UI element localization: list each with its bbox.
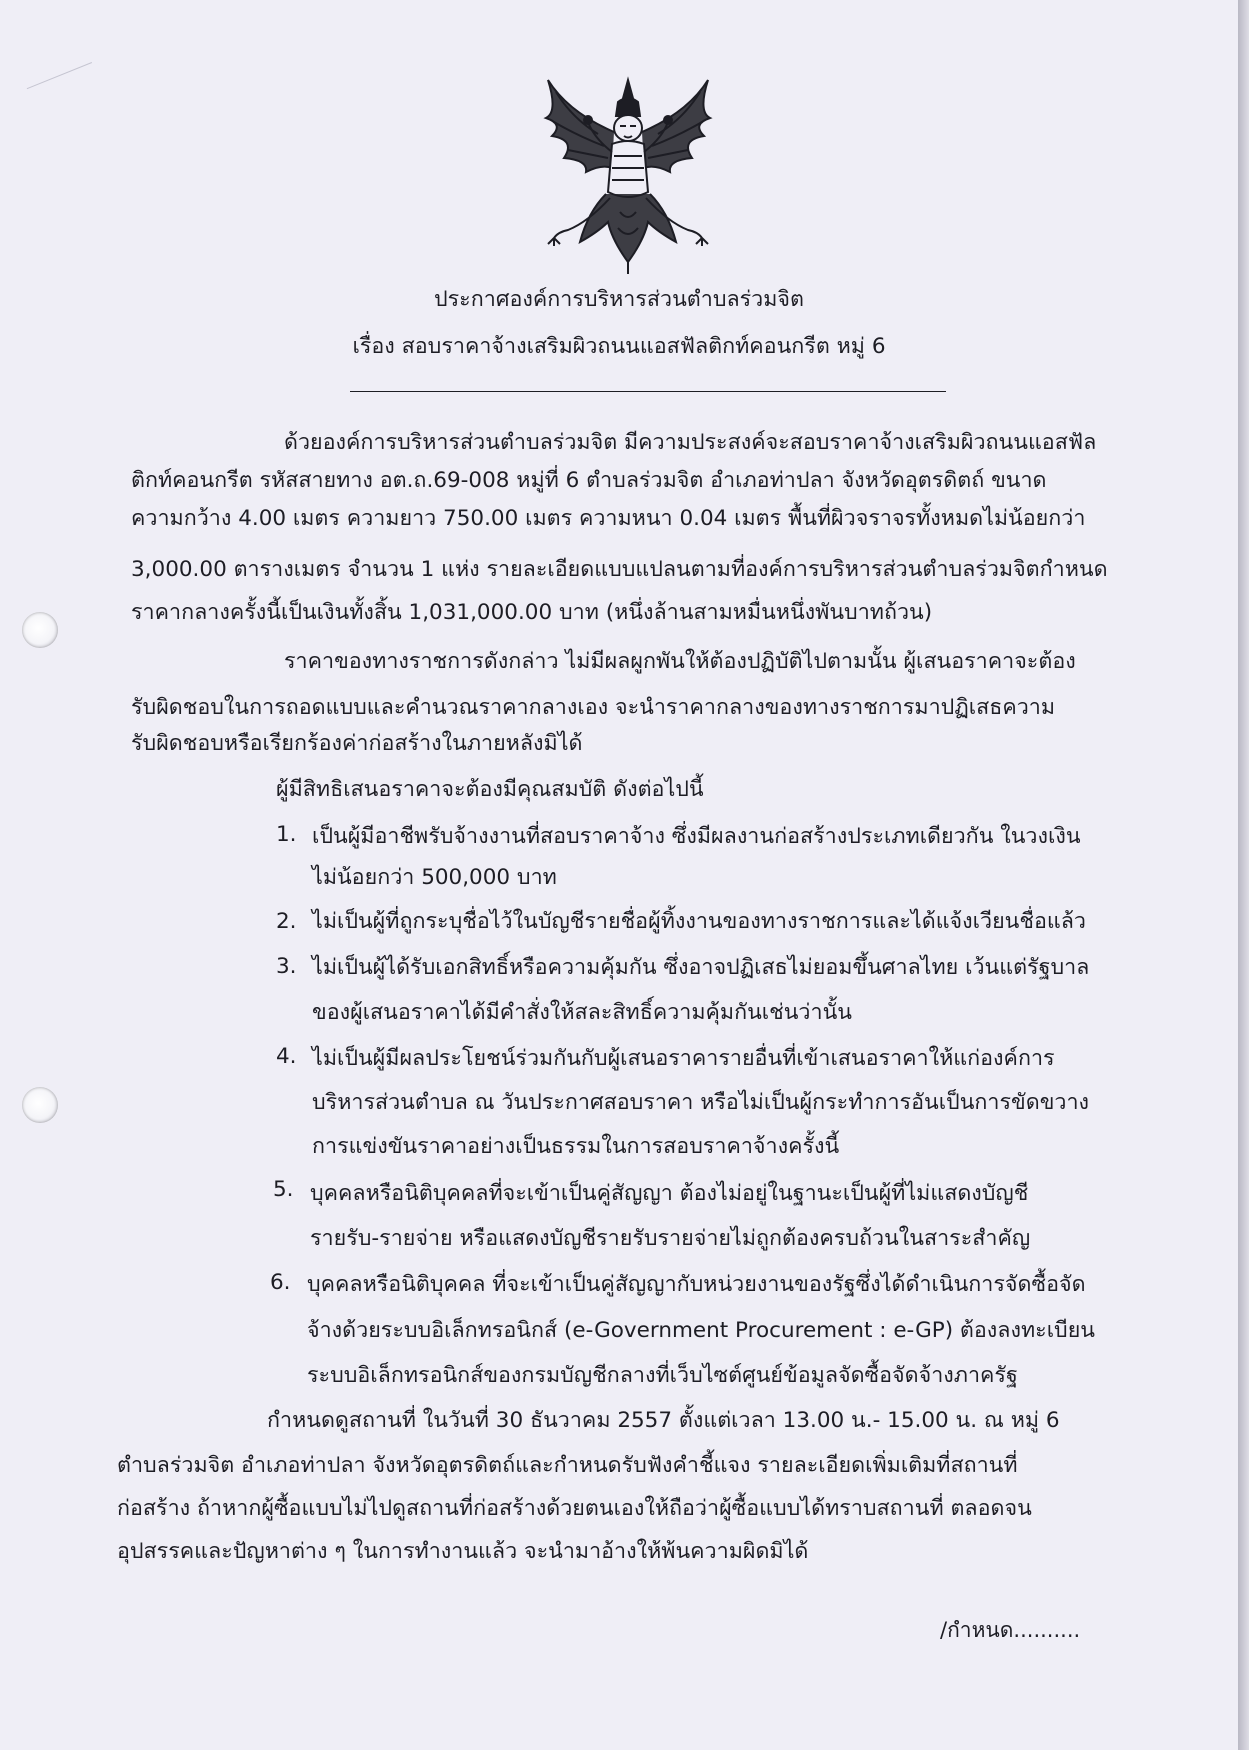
list-item-line: เป็นผู้มีอาชีพรับจ้างงานที่สอบราคาจ้าง ซึ่งมีผลงานก่อสร้างประเภทเดียวกัน ในวงเงิน (312, 824, 1081, 849)
paragraph-line: ราคากลางครั้งนี้เป็นเงินทั้งสิ้น 1,031,000.00 บาท (หนึ่งล้านสามหมื่นหนึ่งพันบาทถ้วน) (131, 600, 933, 625)
paragraph-line: ตำบลร่วมจิต อำเภอท่าปลา จังหวัดอุตรดิตถ์และกำหนดรับฟังคำชี้แจง รายละเอียดเพิ่มเติมที่สถานที่ (117, 1453, 1018, 1478)
paragraph-line: ราคาของทางราชการดังกล่าว ไม่มีผลผูกพันให้ต้องปฏิบัติไปตามนั้น ผู้เสนอราคาจะต้อง (284, 649, 1076, 674)
document-subject: เรื่อง สอบราคาจ้างเสริมผิวถนนแอสฟัลติกท์คอนกรีต หมู่ 6 (352, 334, 886, 359)
list-item-line: ไม่น้อยกว่า 500,000 บาท (312, 865, 557, 890)
list-item-line: บริหารส่วนตำบล ณ วันประกาศสอบราคา หรือไม่เป็นผู้กระทำการอันเป็นการขัดขวาง (312, 1090, 1090, 1115)
paragraph-line: ความกว้าง 4.00 เมตร ความยาว 750.00 เมตร ความหนา 0.04 เมตร พื้นที่ผิวจราจรทั้งหมดไม่น้อยกว่า (131, 506, 1086, 531)
document-title: ประกาศองค์การบริหารส่วนตำบลร่วมจิต (433, 287, 804, 312)
list-number: 6. (270, 1270, 291, 1295)
page-edge (1238, 0, 1249, 1750)
title-divider (350, 391, 946, 392)
list-number: 1. (276, 822, 297, 847)
list-item-line: ของผู้เสนอราคาได้มีคำสั่งให้สละสิทธิ์ความคุ้มกันเช่นว่านั้น (312, 1000, 852, 1025)
list-item-line: ไม่เป็นผู้มีผลประโยชน์ร่วมกันกับผู้เสนอราคารายอื่นที่เข้าเสนอราคาให้แก่องค์การ (312, 1046, 1055, 1071)
paragraph-line: รับผิดชอบในการถอดแบบและคำนวณราคากลางเอง จะนำราคากลางของทางราชการมาปฏิเสธความ (131, 695, 1056, 720)
garuda-emblem (528, 72, 728, 276)
list-item-line: ไม่เป็นผู้ได้รับเอกสิทธิ์หรือความคุ้มกัน ซึ่งอาจปฏิเสธไม่ยอมขึ้นศาลไทย เว้นแต่รัฐบาล (312, 955, 1090, 980)
list-number: 5. (273, 1177, 294, 1202)
list-item-line: รายรับ-รายจ่าย หรือแสดงบัญชีรายรับรายจ่ายไม่ถูกต้องครบถ้วนในสาระสำคัญ (310, 1226, 1031, 1251)
list-number: 4. (276, 1044, 297, 1069)
list-item-line: บุคคลหรือนิติบุคคล ที่จะเข้าเป็นคู่สัญญากับหน่วยงานของรัฐซึ่งได้ดำเนินการจัดซื้อจัด (307, 1272, 1086, 1297)
paper-crease (27, 62, 104, 117)
qualifications-intro: ผู้มีสิทธิเสนอราคาจะต้องมีคุณสมบัติ ดังต่อไปนี้ (276, 777, 704, 802)
list-item-line: ระบบอิเล็กทรอนิกส์ของกรมบัญชีกลางที่เว็บไซต์ศูนย์ข้อมูลจัดซื้อจัดจ้างภาครัฐ (307, 1363, 1018, 1388)
paragraph-line: อุปสรรคและปัญหาต่าง ๆ ในการทำงานแล้ว จะนำมาอ้างให้พ้นความผิดมิได้ (117, 1539, 809, 1564)
list-number: 2. (276, 909, 297, 934)
paragraph-line: ติกท์คอนกรีต รหัสสายทาง อต.ถ.69-008 หมู่ที่ 6 ตำบลร่วมจิต อำเภอท่าปลา จังหวัดอุตรดิตถ์ ขนาด (131, 468, 1047, 493)
list-item-line: จ้างด้วยระบบอิเล็กทรอนิกส์ (e-Government Procurement : e-GP) ต้องลงทะเบียน (307, 1318, 1095, 1343)
list-item-line: การแข่งขันราคาอย่างเป็นธรรมในการสอบราคาจ้างครั้งนี้ (312, 1134, 840, 1159)
paragraph-line: 3,000.00 ตารางเมตร จำนวน 1 แห่ง รายละเอียดแบบแปลนตามที่องค์การบริหารส่วนตำบลร่วมจิตกำหนด (131, 557, 1108, 582)
paragraph-line: ด้วยองค์การบริหารส่วนตำบลร่วมจิต มีความประสงค์จะสอบราคาจ้างเสริมผิวถนนแอสฟัล (284, 430, 1097, 455)
list-item-line: บุคคลหรือนิติบุคคลที่จะเข้าเป็นคู่สัญญา ต้องไม่อยู่ในฐานะเป็นผู้ที่ไม่แสดงบัญชี (310, 1181, 1029, 1206)
list-number: 3. (276, 954, 297, 979)
punch-hole (22, 612, 58, 648)
paragraph-line: รับผิดชอบหรือเรียกร้องค่าก่อสร้างในภายหลังมิได้ (131, 731, 583, 756)
punch-hole (22, 1087, 58, 1123)
continuation-marker: /กำหนด.......... (940, 1618, 1081, 1642)
list-item-line: ไม่เป็นผู้ที่ถูกระบุชื่อไว้ในบัญชีรายชื่อผู้ทิ้งงานของทางราชการและได้แจ้งเวียนชื่อแล้ว (312, 909, 1086, 934)
paragraph-line: ก่อสร้าง ถ้าหากผู้ซื้อแบบไม่ไปดูสถานที่ก่อสร้างด้วยตนเองให้ถือว่าผู้ซื้อแบบได้ทราบสถานที่ ตลอดจน (117, 1496, 1032, 1521)
paragraph-line: กำหนดดูสถานที่ ในวันที่ 30 ธันวาคม 2557 ตั้งแต่เวลา 13.00 น.- 15.00 น. ณ หมู่ 6 (267, 1408, 1060, 1433)
